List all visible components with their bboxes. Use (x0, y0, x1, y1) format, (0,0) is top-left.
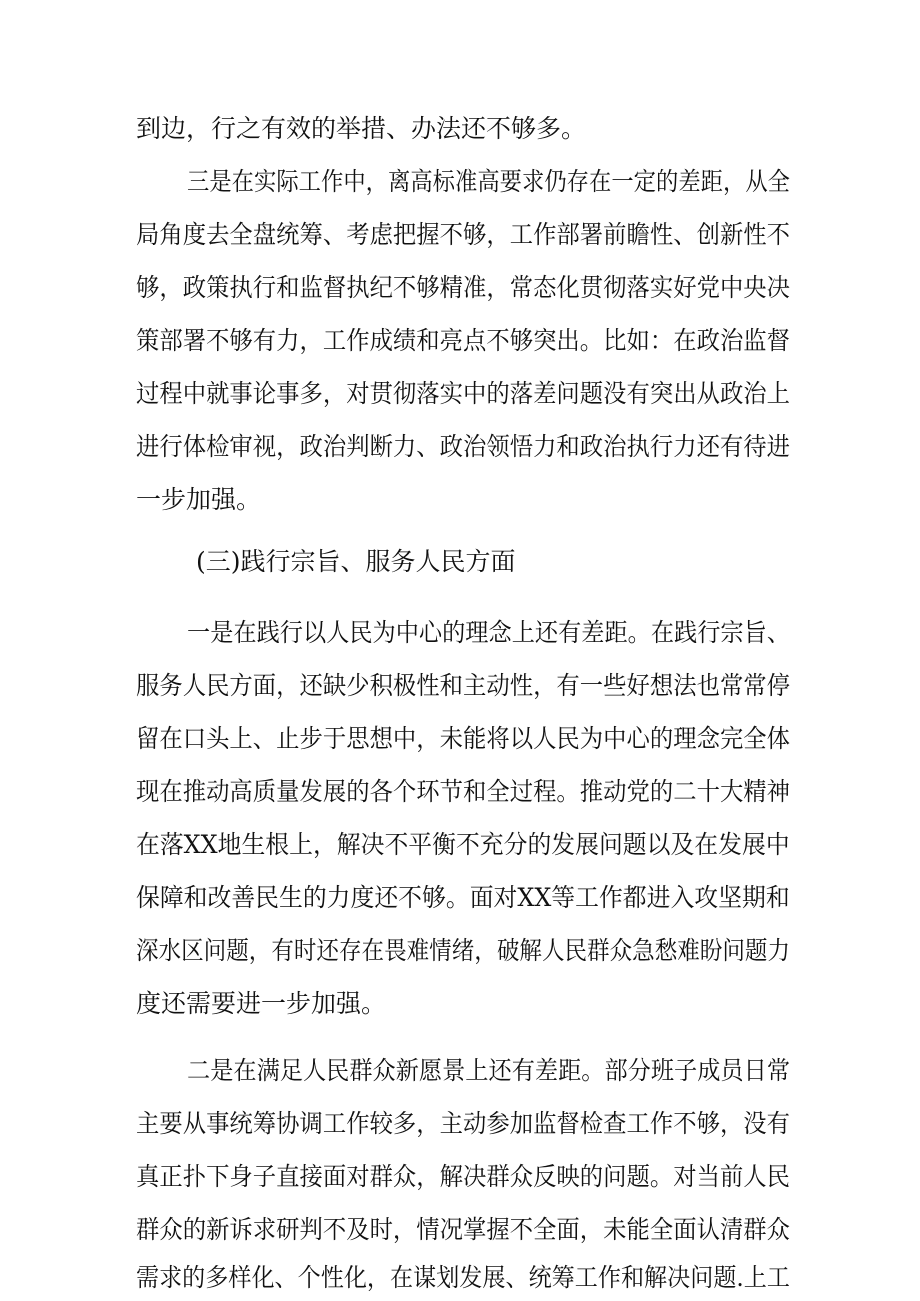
text-line-content: 三是在实际工作中，离高标准高要求仍存在一定的差距，从全 (187, 167, 790, 196)
text-line (0, 1155, 920, 1199)
text-line-content: 过程中就事论事多，对贯彻落实中的落差问题没有突出从政治上 (136, 379, 791, 408)
text-line-content: 一是在践行以人民为中心的理念上还有差距。在践行宗旨、 (187, 618, 791, 647)
section-heading-text: (三)践行宗旨、服务人民方面 (196, 547, 516, 576)
text-line (0, 717, 920, 761)
text-line-content: 一步加强。 (136, 485, 262, 514)
text-line (0, 107, 920, 151)
text-line (0, 876, 920, 920)
text-line-content: 服务人民方面，还缺少积极性和主动性，有一些好想法也常常停 (136, 671, 791, 700)
section-heading (0, 540, 920, 584)
text-line (0, 1208, 920, 1252)
text-line-content: 需求的多样化、个性化，在谋划发展、统筹工作和解决问题.上工 (136, 1263, 790, 1292)
text-line-content: 到边，行之有效的举措、办法还不够多。 (136, 114, 587, 143)
text-line-content: 够，政策执行和监督执纪不够精准，常态化贯彻落实好党中央决 (136, 273, 791, 302)
text-line (0, 319, 920, 363)
text-line (0, 1256, 920, 1300)
text-line (0, 929, 920, 973)
paragraph-first-line (0, 611, 920, 655)
text-line-content: 深水区问题，有时还存在畏难情绪，破解人民群众急愁难盼问题力 (136, 936, 791, 965)
text-line-content: 现在推动高质量发展的各个环节和全过程。推动党的二十大精神 (136, 777, 791, 806)
text-line-content: 群众的新诉求研判不及时，情况掌握不全面，未能全面认清群众 (136, 1215, 791, 1244)
paragraph-first-line (0, 1049, 920, 1093)
text-line (0, 1102, 920, 1146)
paragraph-first-line (0, 160, 920, 204)
text-line (0, 664, 920, 708)
text-line (0, 425, 920, 469)
text-line-content: 真正扑下身子直接面对群众，解决群众反映的问题。对当前人民 (136, 1162, 791, 1191)
text-line (0, 823, 920, 867)
text-line (0, 213, 920, 257)
text-line-content: 局角度去全盘统筹、考虑把握不够，工作部署前瞻性、创新性不 (136, 220, 791, 249)
text-line-content: 在落XX地生根上，解决不平衡不充分的发展问题以及在发展中 (136, 830, 790, 859)
text-line-content: 进行体检审视，政治判断力、政治领悟力和政治执行力还有待进 (136, 432, 791, 461)
text-line (0, 982, 920, 1026)
text-line-content: 二是在满足人民群众新愿景上还有差距。部分班子成员日常 (187, 1056, 791, 1085)
text-line-content: 主要从事统筹协调工作较多，主动参加监督检查工作不够，没有 (136, 1109, 791, 1138)
text-line-content: 策部署不够有力，工作成绩和亮点不够突出。比如：在政治监督 (136, 326, 791, 355)
text-line (0, 478, 920, 522)
text-line (0, 372, 920, 416)
text-line (0, 770, 920, 814)
text-line-content: 留在口头上、止步于思想中，未能将以人民为中心的理念完全体 (136, 724, 791, 753)
text-line (0, 266, 920, 310)
text-line-content: 保障和改善民生的力度还不够。面对XX等工作都进入攻坚期和 (136, 883, 790, 912)
text-line-content: 度还需要进一步加强。 (136, 989, 387, 1018)
